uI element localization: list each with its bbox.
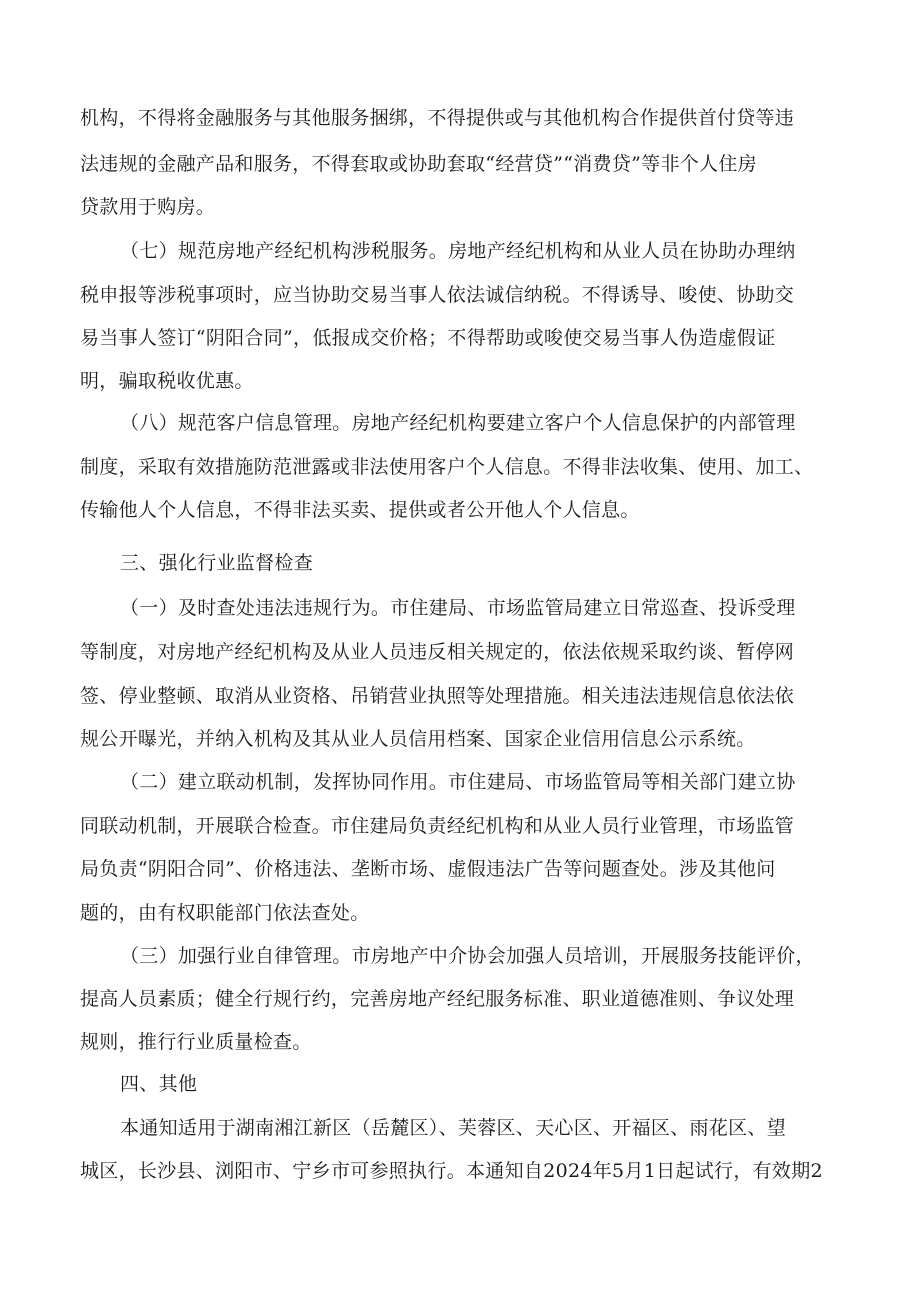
text-line: 提高人员素质；健全行规行约，完善房地产经纪服务标准、职业道德准则、争议处理 — [80, 988, 795, 1010]
subsection-1-paragraph: （一）及时查处违法违规行为。市住建局、市场监管局建立日常巡查、投诉受理 — [120, 597, 796, 619]
section-heading-4: 四、其他 — [120, 1073, 198, 1095]
text-line: 明，骗取税收优惠。 — [80, 370, 254, 392]
subsection-2-paragraph: （二）建立联动机制，发挥协同作用。市住建局、市场监管局等相关部门建立协 — [120, 771, 796, 793]
text-line: 签、停业整顿、取消从业资格、吊销营业执照等处理措施。相关违法违规信息依法依 — [80, 685, 795, 707]
text-line: 法违规的金融产品和服务，不得套取或协助套取“经营贷”“消费贷”等非个人住房 — [80, 153, 757, 175]
text-line: 城区，长沙县、浏阳市、宁乡市可参照执行。本通知自2024年5月1日起试行，有效期2 — [80, 1160, 823, 1182]
text-line: 机构，不得将金融服务与其他服务捆绑，不得提供或与其他机构合作提供首付贷等违 — [80, 107, 795, 129]
text-line: 等制度，对房地产经纪机构及从业人员违反相关规定的，依法依规采取约谈、暂停网 — [80, 641, 795, 663]
text-line: 规则，推行行业质量检查。 — [80, 1031, 312, 1053]
text-line: 题的，由有权职能部门依法查处。 — [80, 902, 370, 924]
text-line: 同联动机制，开展联合检查。市住建局负责经纪机构和从业人员行业管理，市场监管 — [80, 815, 795, 837]
scope-paragraph: 本通知适用于湖南湘江新区（岳麓区）、芙蓉区、天心区、开福区、雨花区、望 — [120, 1117, 787, 1139]
text-line: 易当事人签订“阴阳合同”，低报成交价格；不得帮助或唆使交易当事人伪造虚假证 — [80, 327, 776, 349]
text-line: 贷款用于购房。 — [80, 196, 216, 218]
subsection-3-paragraph: （三）加强行业自律管理。市房地产中介协会加强人员培训，开展服务技能评价， — [120, 945, 815, 967]
text-line: 局负责“阴阳合同”、价格违法、垄断市场、虚假违法广告等问题查处。涉及其他问 — [80, 858, 776, 880]
text-line: 规公开曝光，并纳入机构及其从业人员信用档案、国家企业信用信息公示系统。 — [80, 728, 756, 750]
section-heading-3: 三、强化行业监督检查 — [120, 552, 314, 574]
text-line: 税申报等涉税事项时，应当协助交易当事人依法诚信纳税。不得诱导、唆使、协助交 — [80, 284, 795, 306]
section-8-paragraph: （八）规范客户信息管理。房地产经纪机构要建立客户个人信息保护的内部管理 — [120, 412, 796, 434]
text-line: 制度，采取有效措施防范泄露或非法使用客户个人信息。不得非法收集、使用、加工、 — [80, 456, 814, 478]
text-line: 传输他人个人信息，不得非法买卖、提供或者公开他人个人信息。 — [80, 499, 640, 521]
section-7-paragraph: （七）规范房地产经纪机构涉税服务。房地产经纪机构和从业人员在协助办理纳 — [120, 240, 796, 262]
